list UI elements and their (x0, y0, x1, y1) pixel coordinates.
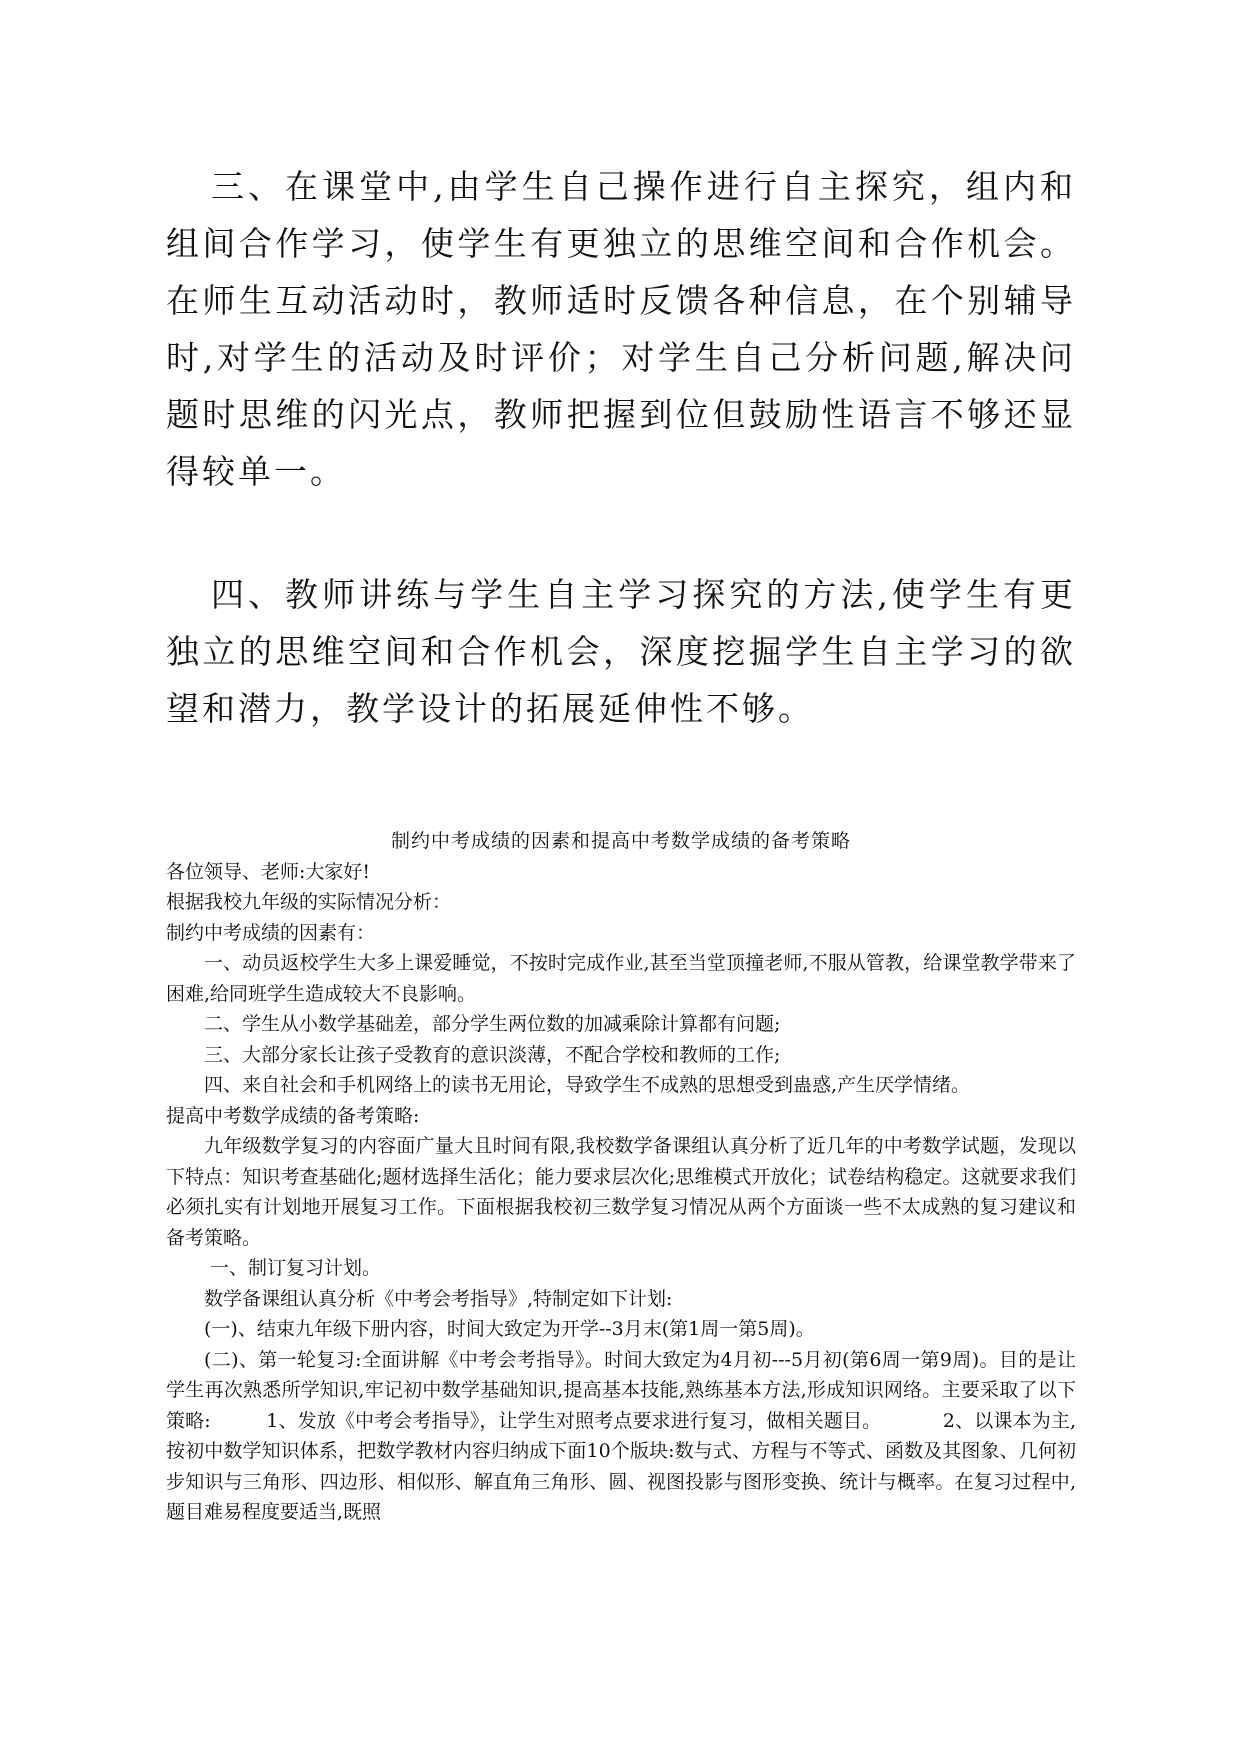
paragraph-four: 四、教师讲练与学生自主学习探究的方法,使学生有更独立的思维空间和合作机会，深度挖掘学生自主学习的欲望和潜力，教学设计的拓展延伸性不够。 (166, 575, 1076, 728)
paragraph-three: 三、在课堂中,由学生自己操作进行自主探究，组内和组间合作学习，使学生有更独立的思维空间和合作机会。在师生互动活动时，教师适时反馈各种信息，在个别辅导时,对学生的活动及时评价；对学生自己分析问题,解决问题时思维的闪光点，教师把握到位但鼓励性语言不够还显得较单一。 (166, 167, 1076, 491)
strategy-heading: 提高中考数学成绩的备考策略: (166, 1104, 420, 1127)
plan-intro: 数学备课组认真分析《中考会考指导》,特制定如下计划: (204, 1287, 673, 1310)
factor-three: 三、大部分家长让孩子受教育的意识淡薄，不配合学校和教师的工作; (204, 1043, 781, 1066)
factor-two: 二、学生从小数学基础差，部分学生两位数的加减乘除计算都有问题; (204, 1013, 781, 1035)
factor-four: 四、来自社会和手机网络上的读书无用论，导致学生不成熟的思想受到蛊惑,产生厌学情绪。 (204, 1074, 971, 1096)
factors-heading: 制约中考成绩的因素有： (166, 921, 376, 944)
article-title: 制约中考成绩的因素和提高中考数学成绩的备考策略 (390, 830, 851, 852)
factor-one: 一、动员返校学生大多上课爱睡觉，不按时完成作业,甚至当堂顶撞老师,不服从管教，给课堂教学带来了困难,给同班学生造成较大不良影响。 (166, 952, 1076, 1005)
plan-item-one: (一)、结束九年级下册内容，时间大致定为开学--3月末(第1周一第5周)。 (204, 1318, 815, 1340)
plan-heading: 一、制订复习计划。 (210, 1257, 382, 1279)
plan-item-two: (二)、第一轮复习:全面讲解《中考会考指导》。时间大致定为4月初---5月初(第6周一第9周)。目的是让学生再次熟悉所学知识,牢记初中数学基础知识,提高基本技能,熟练基本方法,形成知识网络。主要采取了以下策略: 1、发放《中考会考指导》，让学生对照考点要求进行复习，做相关题目。 2、以课本为主,按初中数学知识体系，把数学教材内容归纳成下面10个版块:数与式、方程与不等式、函数及其图象、几何初步知识与三角形、四边形、相似形、解直角三角形、圆、视图投影与图形变换、统计与概率。在复习过程中,题目难易程度要适当,既照 (166, 1348, 1076, 1523)
article-section (166, 826, 1076, 1528)
greeting: 各位领导、老师:大家好! (166, 860, 371, 883)
strategy-paragraph: 九年级数学复习的内容面广量大且时间有限,我校数学备课组认真分析了近几年的中考数学试题，发现以下特点：知识考查基础化;题材选择生活化；能力要求层次化;思维模式开放化；试卷结构稳定。这就要求我们必须扎实有计划地开展复习工作。下面根据我校初三数学复习情况从两个方面谈一些不太成熟的复习建议和备考策略。 (166, 1135, 1076, 1249)
intro-line: 根据我校九年级的实际情况分析： (166, 891, 452, 913)
